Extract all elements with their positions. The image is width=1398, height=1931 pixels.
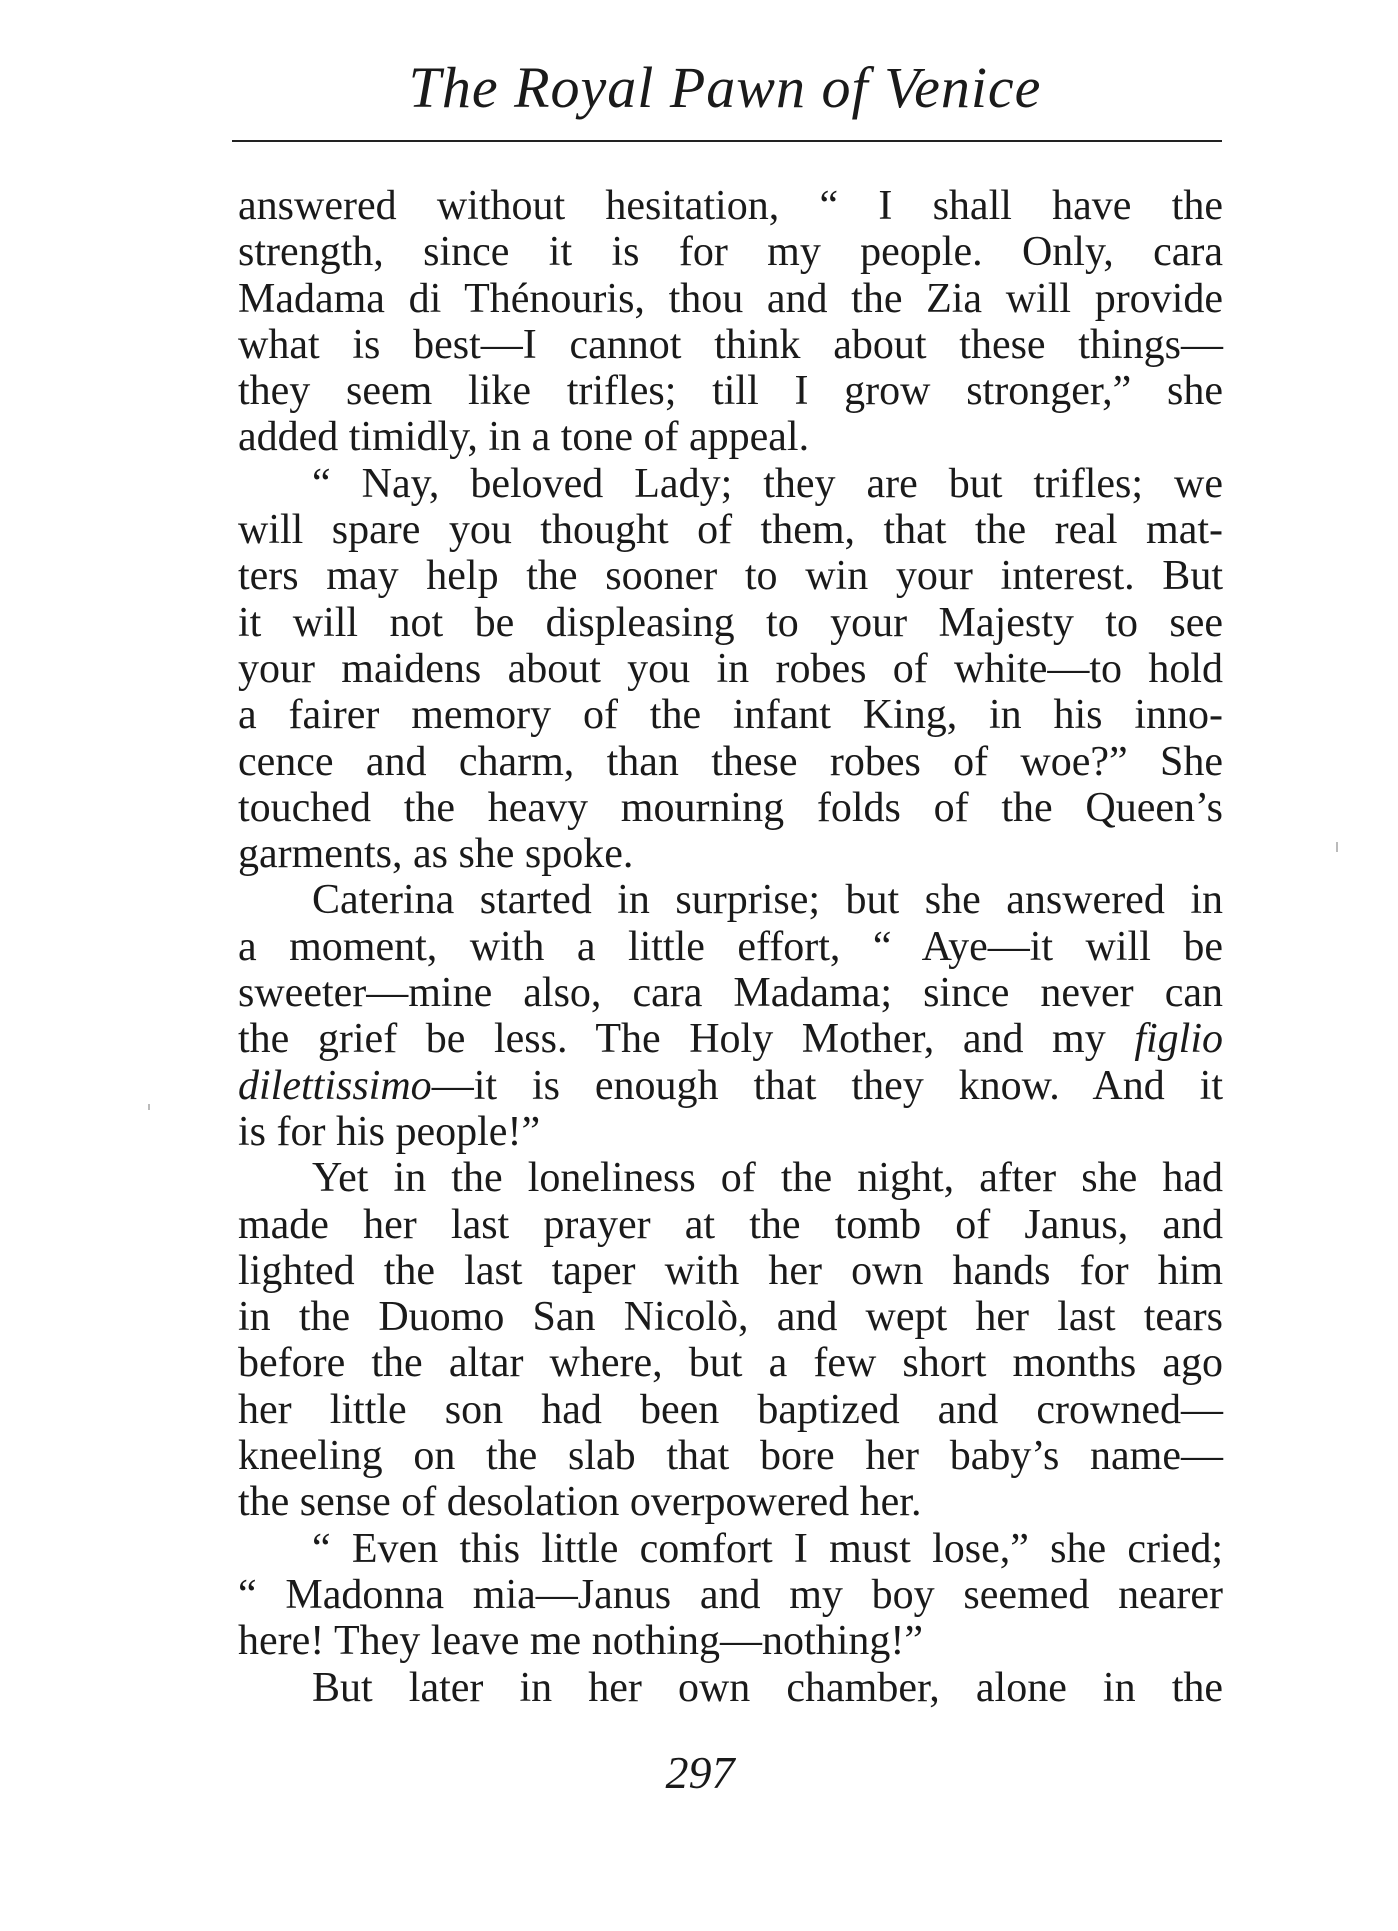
text-line: what is best—I cannot think about these things— bbox=[238, 321, 1223, 368]
text-line: before the altar where, but a few short months ago bbox=[238, 1340, 1223, 1387]
body-text bbox=[238, 183, 1223, 1711]
text-line: ters may help the sooner to win your interest. But bbox=[238, 553, 1223, 600]
text-line: the grief be less. The Holy Mother, and my figlio bbox=[238, 1016, 1223, 1063]
text-line: will spare you thought of them, that the real mat- bbox=[238, 507, 1223, 554]
text-line: cence and charm, than these robes of woe?” She bbox=[238, 738, 1223, 785]
text-line: sweeter—mine also, cara Madama; since never can bbox=[238, 970, 1223, 1017]
text-line: it will not be displeasing to your Majesty to see bbox=[238, 599, 1223, 646]
text-line: touched the heavy mourning folds of the Queen’s bbox=[238, 784, 1223, 831]
text-line: they seem like trifles; till I grow stronger,” she bbox=[238, 368, 1223, 415]
text-line: in the Duomo San Nicolò, and wept her last tears bbox=[238, 1294, 1223, 1341]
text-line: lighted the last taper with her own hands for him bbox=[238, 1247, 1223, 1294]
text-line: answered without hesitation, “ I shall have the bbox=[238, 183, 1223, 229]
paper-speck bbox=[1336, 842, 1338, 852]
text-line: is for his people!” bbox=[238, 1108, 541, 1155]
text-line: garments, as she spoke. bbox=[238, 831, 634, 878]
text-line: her little son had been baptized and crowned— bbox=[238, 1386, 1223, 1433]
text-line: here! They leave me nothing—nothing!” bbox=[238, 1618, 924, 1665]
text-line: strength, since it is for my people. Only, cara bbox=[238, 229, 1223, 276]
text-line: added timidly, in a tone of appeal. bbox=[238, 414, 810, 461]
text-line: a moment, with a little effort, “ Aye—it will be bbox=[238, 923, 1223, 970]
paper-speck bbox=[148, 1104, 150, 1110]
text-line: Yet in the loneliness of the night, after she had bbox=[312, 1155, 1223, 1202]
text-line: the sense of desolation overpowered her. bbox=[238, 1479, 922, 1526]
italic-word: dilettissimo bbox=[238, 1062, 432, 1109]
italic-word: figlio bbox=[1134, 1016, 1223, 1063]
text-line: Madama di Thénouris, thou and the Zia will provide bbox=[238, 275, 1223, 322]
page-number: 297 bbox=[665, 1747, 735, 1798]
text-line: kneeling on the slab that bore her baby’s name— bbox=[238, 1433, 1223, 1480]
text-line: dilettissimo—it is enough that they know. And it bbox=[238, 1062, 1223, 1109]
text-line: a fairer memory of the infant King, in his inno- bbox=[238, 692, 1223, 739]
text-line: made her last prayer at the tomb of Janus, and bbox=[238, 1201, 1223, 1248]
text-line: “ Even this little comfort I must lose,” she cried; bbox=[312, 1525, 1223, 1572]
text-line: Caterina started in surprise; but she answered in bbox=[312, 877, 1223, 924]
text-line: “ Nay, beloved Lady; they are but trifles; we bbox=[312, 460, 1223, 507]
text-line: But later in her own chamber, alone in the bbox=[312, 1664, 1223, 1711]
text-line: “ Madonna mia—Janus and my boy seemed nearer bbox=[238, 1571, 1223, 1618]
text-line: your maidens about you in robes of white—to hold bbox=[238, 645, 1223, 692]
header-rule bbox=[232, 140, 1222, 142]
running-head: The Royal Pawn of Venice bbox=[408, 55, 1042, 120]
